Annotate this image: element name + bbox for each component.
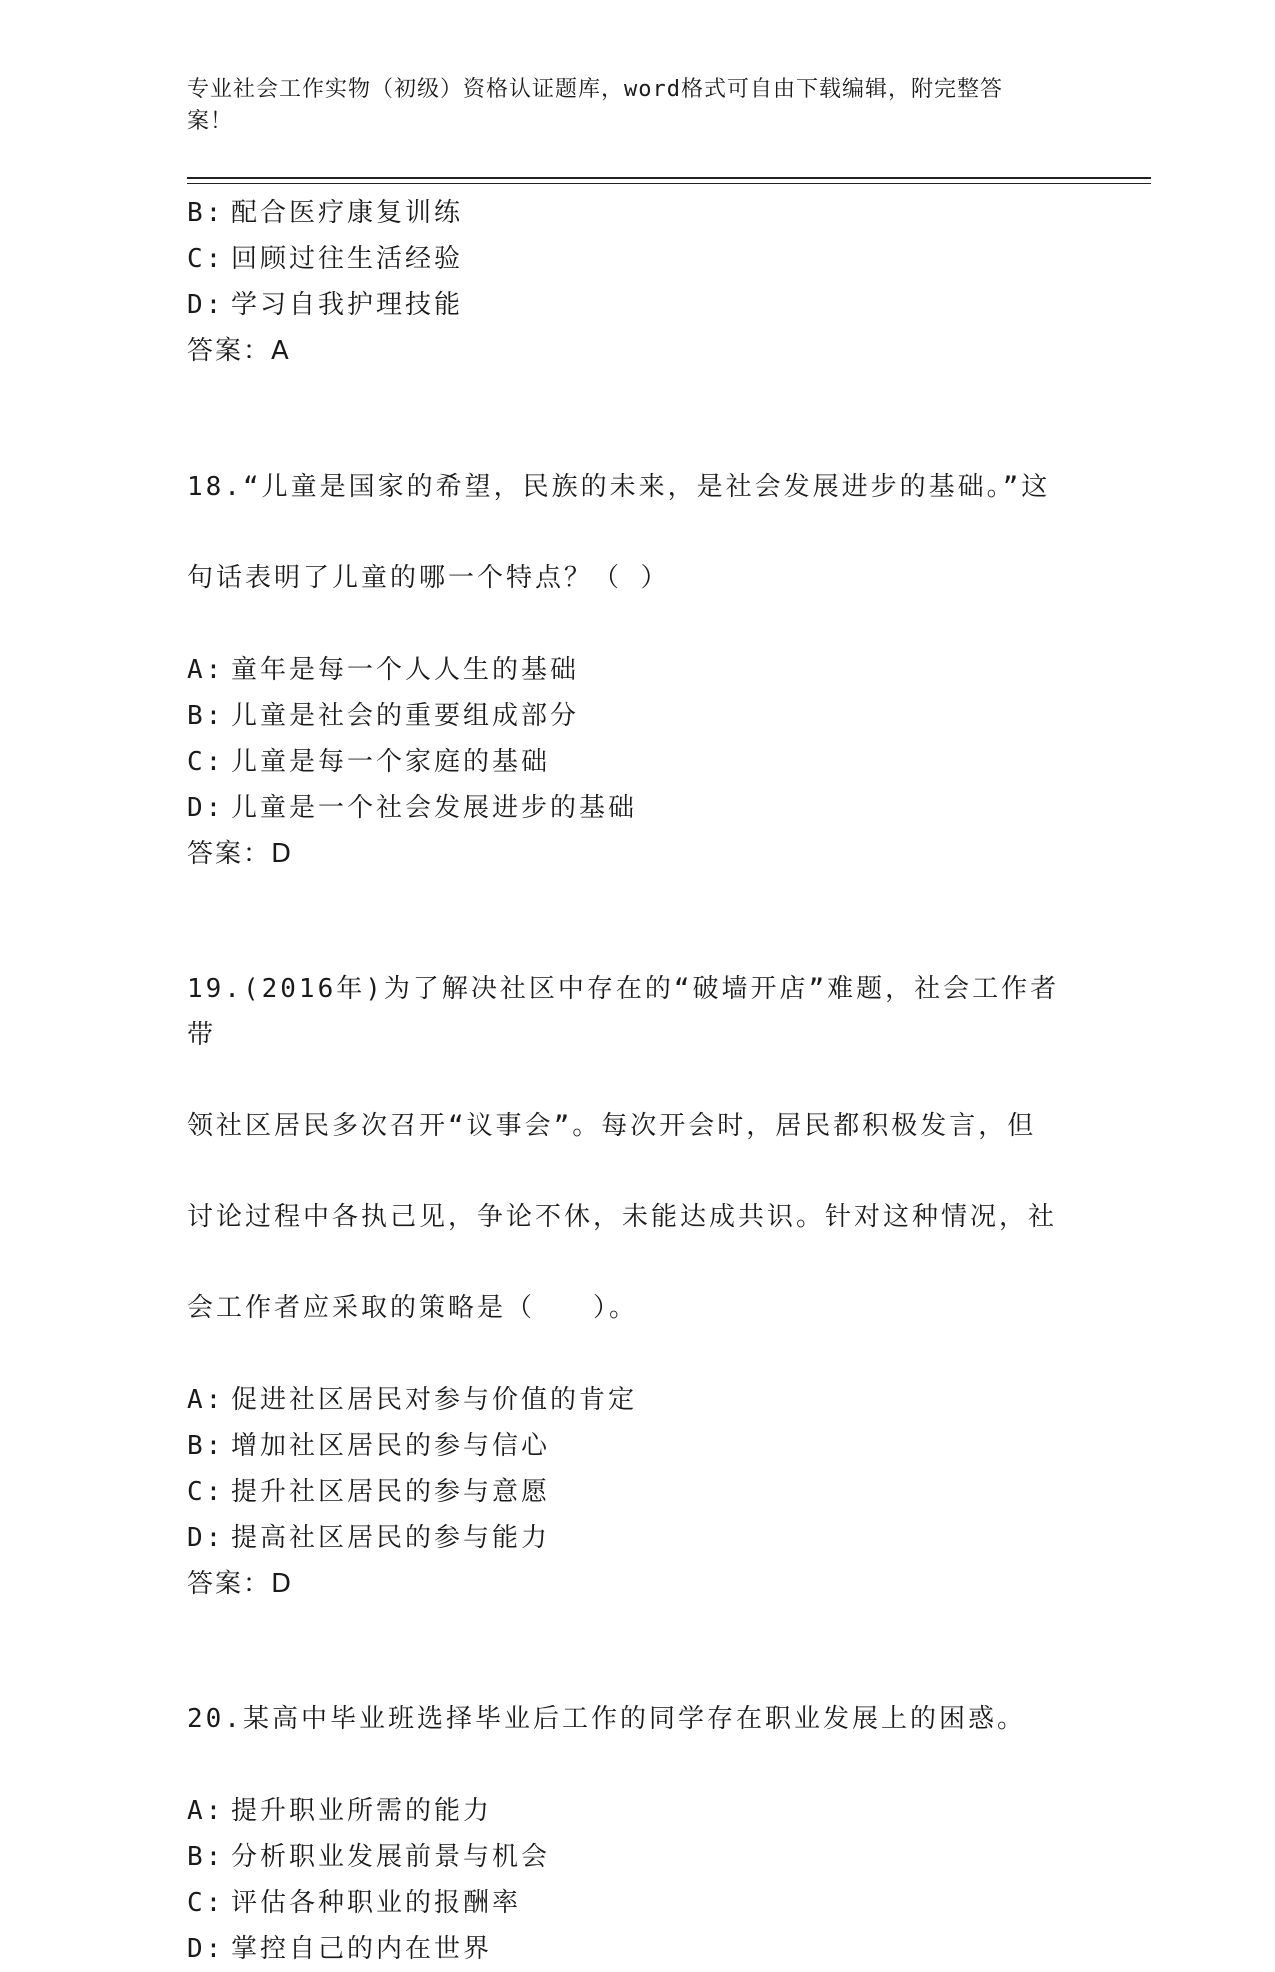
stem-line: 会工作者应采取的策略是（ ）。: [187, 1286, 1087, 1332]
stem-line: 20.某高中毕业班选择毕业后工作的同学存在职业发展上的困惑。: [187, 1697, 1087, 1743]
option-letter: C:: [187, 1880, 231, 1926]
option-text: 增加社区居民的参与信心: [231, 1431, 550, 1461]
option-letter: A:: [187, 1377, 231, 1423]
header-note-line1: 专业社会工作实物（初级）资格认证题库，word格式可自由下载编辑，附完整答: [187, 74, 1067, 106]
option-b: [187, 693, 1087, 739]
answer-line: 答案：D: [187, 1561, 1087, 1607]
stem-line: 讨论过程中各执己见，争论不休，未能达成共识。针对这种情况，社: [187, 1195, 1087, 1241]
header-note: [187, 74, 1067, 138]
option-d: [187, 785, 1087, 831]
option-text: 儿童是社会的重要组成部分: [231, 701, 579, 731]
option-text: 分析职业发展前景与机会: [231, 1842, 550, 1872]
header-divider-thick: [187, 177, 1151, 179]
option-text: 学习自我护理技能: [231, 290, 463, 320]
question-stem: [187, 419, 1087, 647]
header-divider-thin: [187, 183, 1151, 184]
option-c: [187, 739, 1087, 785]
option-letter: A:: [187, 647, 231, 693]
stem-line: 18.“儿童是国家的希望，民族的未来，是社会发展进步的基础。”这: [187, 465, 1087, 511]
question-stem: [187, 922, 1087, 1377]
option-a: [187, 1377, 1087, 1423]
option-letter: C:: [187, 1469, 231, 1515]
stem-line: 领社区居民多次召开“议事会”。每次开会时，居民都积极发言，但: [187, 1104, 1087, 1150]
question-content: [187, 190, 1087, 1972]
option-text: 提升职业所需的能力: [231, 1796, 492, 1826]
question-19: [187, 922, 1087, 1607]
option-text: 提高社区居民的参与能力: [231, 1523, 550, 1553]
header-note-line2: 案！: [187, 106, 1067, 138]
option-a: [187, 647, 1087, 693]
question-stem: [187, 1652, 1087, 1789]
question-18: [187, 419, 1087, 877]
option-text: 提升社区居民的参与意愿: [231, 1477, 550, 1507]
option-b: [187, 1423, 1087, 1469]
option-letter: D:: [187, 785, 231, 831]
option-b: [187, 190, 1087, 236]
option-text: 儿童是一个社会发展进步的基础: [231, 793, 637, 823]
option-text: 促进社区居民对参与价值的肯定: [231, 1385, 637, 1415]
option-d: [187, 1926, 1087, 1972]
option-d: [187, 1515, 1087, 1561]
option-letter: C:: [187, 236, 231, 282]
option-letter: B:: [187, 693, 231, 739]
answer-line: 答案：A: [187, 328, 1087, 374]
stem-line: 句话表明了儿童的哪一个特点？（ ）: [187, 556, 1087, 602]
option-text: 掌控自己的内在世界: [231, 1934, 492, 1964]
question-20: [187, 1652, 1087, 1972]
option-text: 儿童是每一个家庭的基础: [231, 747, 550, 777]
option-letter: C:: [187, 739, 231, 785]
option-letter: B:: [187, 1834, 231, 1880]
option-d: [187, 282, 1087, 328]
option-c: [187, 236, 1087, 282]
option-letter: B:: [187, 1423, 231, 1469]
option-text: 回顾过往生活经验: [231, 244, 463, 274]
option-c: [187, 1469, 1087, 1515]
option-text: 童年是每一个人人生的基础: [231, 655, 579, 685]
option-b: [187, 1834, 1087, 1880]
option-letter: D:: [187, 1926, 231, 1972]
option-text: 配合医疗康复训练: [231, 198, 463, 228]
option-text: 评估各种职业的报酬率: [231, 1888, 521, 1918]
option-letter: D:: [187, 1515, 231, 1561]
option-letter: D:: [187, 282, 231, 328]
option-c: [187, 1880, 1087, 1926]
answer-line: 答案：D: [187, 831, 1087, 877]
option-a: [187, 1788, 1087, 1834]
option-letter: B:: [187, 190, 231, 236]
option-letter: A:: [187, 1788, 231, 1834]
question-fragment: [187, 190, 1087, 374]
stem-line: 19.(2016年)为了解决社区中存在的“破墙开店”难题，社会工作者带: [187, 967, 1087, 1058]
